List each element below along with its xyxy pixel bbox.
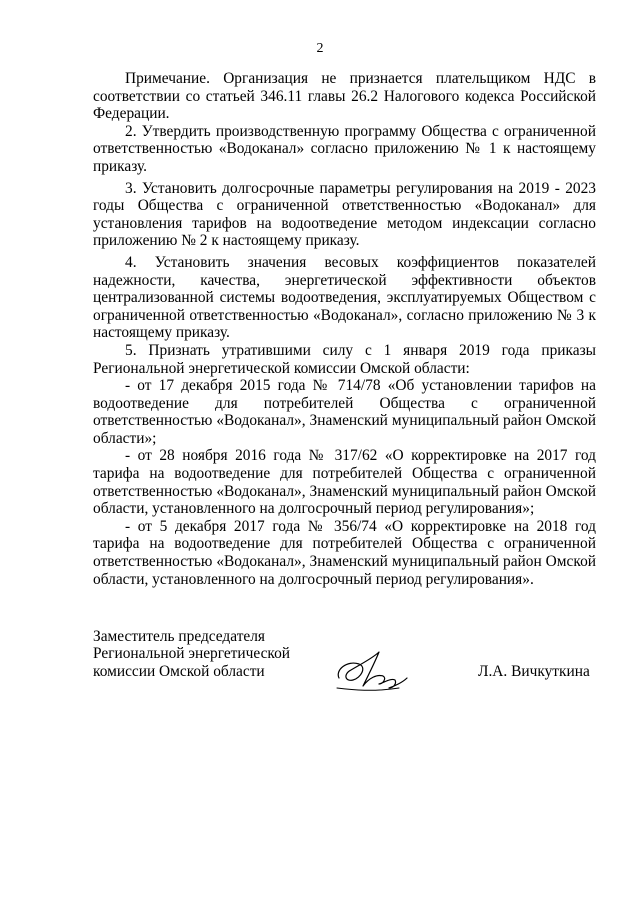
signatory-title-line: Региональной энергетической [93,645,291,663]
page-number: 2 [316,41,324,56]
handwritten-signature [333,648,411,694]
note-paragraph: Примечание. Организация не признается плательщиком НДС в соответствии со статьей 346.11 главы 26.2 Налогового кодекса Российской Федерации. [93,70,596,123]
item-3-paragraph: 3. Установить долгосрочные параметры регулирования на 2019 - 2023 годы Общества с ограниченной ответственностью «Водоканал» для установления тарифов на водоотведение методом индексации согласно приложению № 2 к настоящему приказу. [93,179,596,250]
signatory-title-line: комиссии Омской области [93,662,265,680]
document-body [93,70,596,588]
item-4-paragraph: 4. Установить значения весовых коэффициентов показателей надежности, качества, энергетической эффективности объектов централизованной системы водоотведения, эксплуатируемых Обществом с ограниченной ответственностью «Водоканал», согласно приложению № 3 к настоящему приказу. [93,253,596,342]
repealed-order-2: - от 28 ноября 2016 года № 317/62 «О корректировке на 2017 год тарифа на водоотведение для потребителей Общества с ограниченной ответственностью «Водоканал», Знаменский муниципальный район Омской области, установленного на долгосрочный период регулирования»; [93,447,596,518]
signatory-title [93,628,290,680]
item-5-paragraph: 5. Признать утратившими силу с 1 января 2019 года приказы Региональной энергетической комиссии Омской области: [93,341,596,377]
signatory-name: Л.А. Вичкуткина [478,663,590,680]
signatory-title-line: Заместитель председателя [93,628,266,645]
repealed-order-1: - от 17 декабря 2015 года № 714/78 «Об установлении тарифов на водоотведение для потребителей Общества с ограниченной ответственностью «Водоканал», Знаменский муниципальный район Омской области»; [93,377,596,447]
repealed-order-3: - от 5 декабря 2017 года № 356/74 «О корректировке на 2018 год тарифа на водоотведение для потребителей Общества с ограниченной ответственностью «Водоканал», Знаменский муниципальный район Омской области, установленного на долгосрочный период регулирования». [93,517,596,588]
item-2-paragraph: 2. Утвердить производственную программу Общества с ограниченной ответственностью «Водоканал» согласно приложению № 1 к настоящему приказу. [93,122,596,175]
